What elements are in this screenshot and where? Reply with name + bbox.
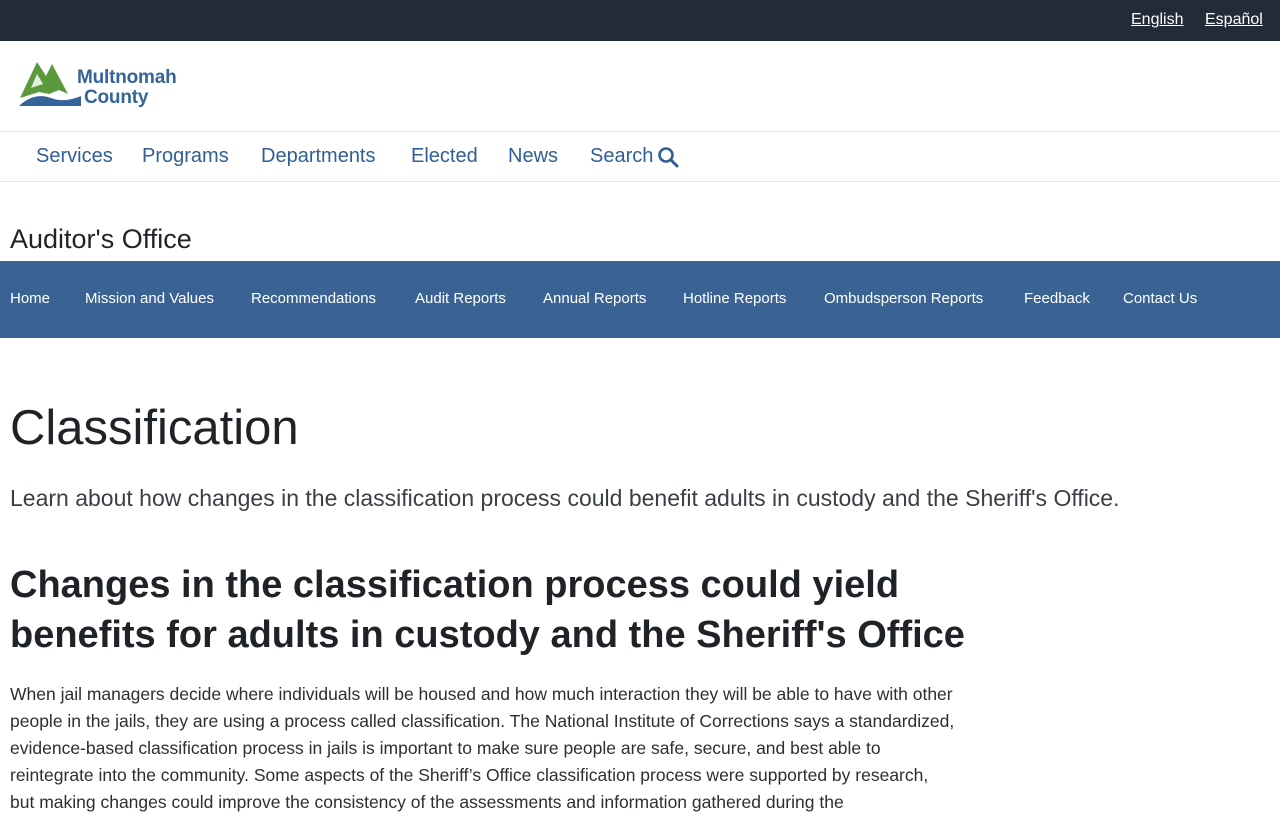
logo-wordmark bbox=[77, 68, 177, 108]
body-paragraph: When jail managers decide where individuals will be housed and how much interaction they will be able to have with other people in the jails, they are using a process called classification. The National Institute of Corrections says a standardized, evidence-based classification process in jails is important to make sure people are safe, secure, and best able to reintegrate into the community. Some aspects of the Sheriff’s Office classification process were supported by research, but making changes could improve the consistency of the assessments and information gathered during the bbox=[10, 684, 955, 812]
nav-search-label: Search bbox=[590, 145, 654, 167]
multnomah-county-logo[interactable] bbox=[19, 60, 189, 114]
nav-departments[interactable]: Departments bbox=[261, 145, 376, 167]
page-title: Classification bbox=[10, 401, 299, 455]
language-english-link[interactable]: English bbox=[1131, 11, 1184, 28]
subnav-home[interactable]: Home bbox=[10, 290, 51, 307]
subnav-mission-and-values[interactable]: Mission and Values bbox=[85, 290, 214, 307]
subnav-hotline-reports[interactable]: Hotline Reports bbox=[683, 290, 787, 307]
subnav-audit-reports[interactable]: Audit Reports bbox=[415, 290, 506, 307]
language-espanol-link[interactable]: Español bbox=[1205, 11, 1263, 28]
office-sub-navigation bbox=[0, 261, 1280, 338]
page-lead: Learn about how changes in the classification process could benefit adults in custody and the Sheriff's Office. bbox=[10, 485, 1120, 511]
subnav-feedback[interactable]: Feedback bbox=[1024, 290, 1090, 307]
logo-line2: County bbox=[84, 87, 149, 108]
section-heading: Changes in the classification process could yield benefits for adults in custody and the Sheriff's Office bbox=[10, 564, 965, 656]
nav-programs[interactable]: Programs bbox=[142, 145, 229, 167]
nav-services[interactable]: Services bbox=[36, 145, 113, 167]
nav-elected[interactable]: Elected bbox=[411, 145, 478, 167]
subnav-ombudsperson-reports[interactable]: Ombudsperson Reports bbox=[824, 290, 984, 307]
subnav-contact-us[interactable]: Contact Us bbox=[1123, 290, 1198, 307]
mountain-logo-icon bbox=[19, 60, 81, 108]
magnifier-icon bbox=[657, 146, 679, 168]
nav-news[interactable]: News bbox=[508, 145, 559, 167]
main-navigation bbox=[0, 131, 1280, 182]
top-utility-bar bbox=[0, 0, 1280, 41]
subnav-recommendations[interactable]: Recommendations bbox=[251, 290, 377, 307]
subnav-annual-reports[interactable]: Annual Reports bbox=[543, 290, 647, 307]
logo-line1: Multnomah bbox=[77, 67, 177, 88]
office-title: Auditor's Office bbox=[10, 224, 192, 254]
nav-search-button[interactable] bbox=[590, 145, 679, 168]
